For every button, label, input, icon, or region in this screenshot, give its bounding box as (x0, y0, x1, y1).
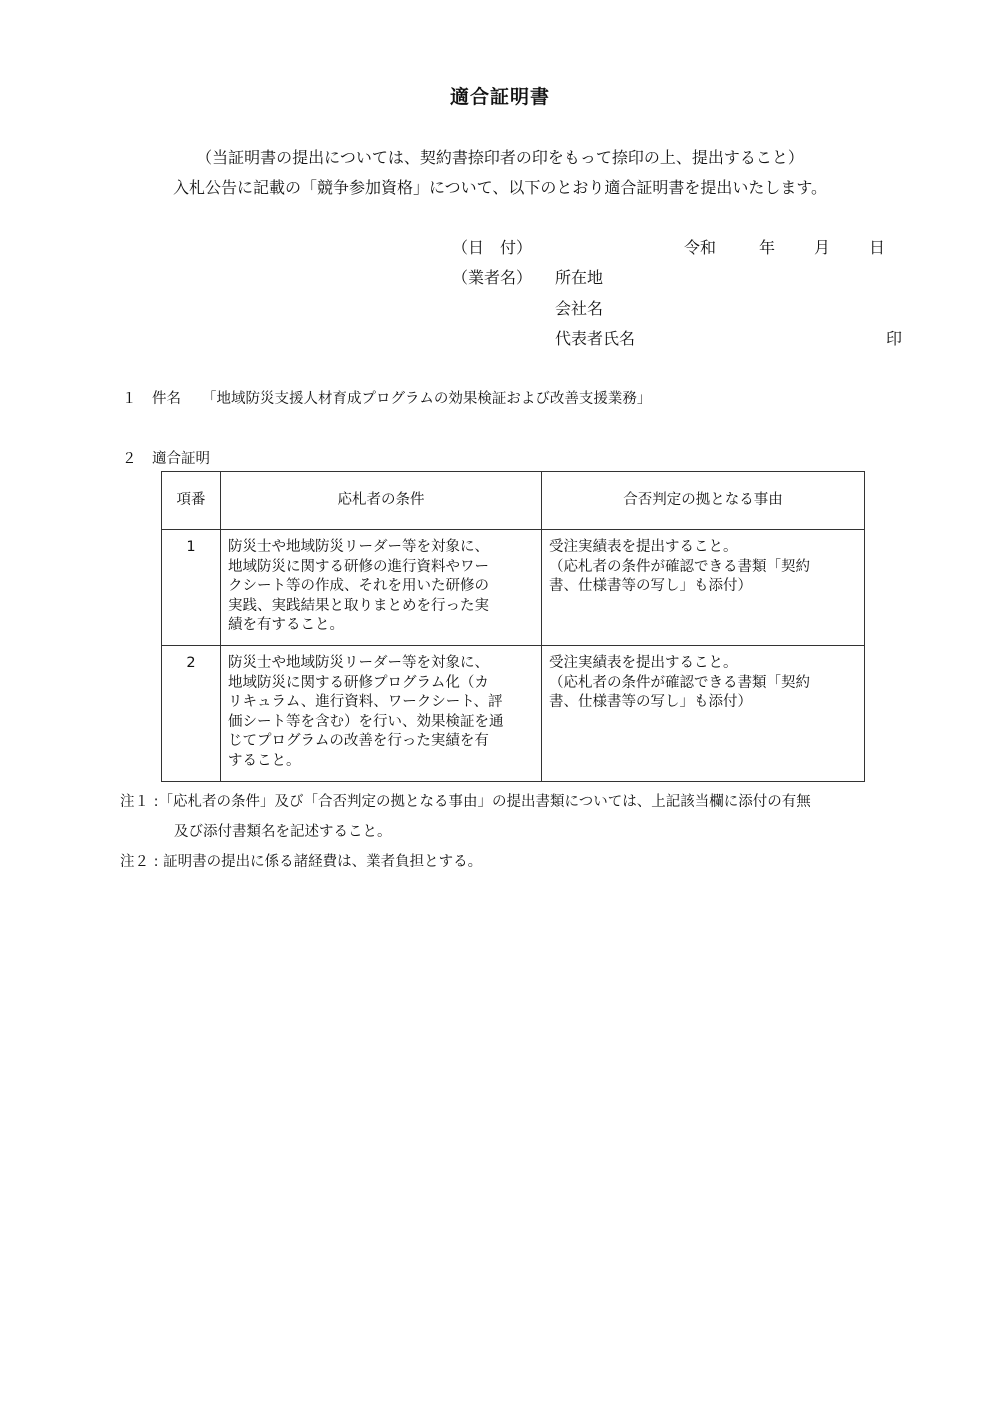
row-condition (221, 646, 542, 782)
condition-line: リキュラム、進行資料、ワークシート、評 (228, 694, 503, 710)
table-header-row (162, 472, 865, 530)
vendor-label: （業者名） (452, 268, 533, 287)
row-condition (221, 530, 542, 646)
condition-line: クシート等の作成、それを用いた研修の (228, 578, 489, 594)
date-era: 令和 (684, 238, 717, 257)
date-day-label: 日 (869, 238, 886, 257)
section2-number: ２ (122, 451, 137, 467)
condition-line: 績を有すること。 (228, 617, 344, 633)
conformity-table (161, 471, 865, 782)
evidence-line: （応札者の条件が確認できる書類「契約 (549, 558, 810, 575)
section2-label: 適合証明 (152, 451, 210, 467)
intro-statement: 入札公告に記載の「競争参加資格」について、以下のとおり適合証明書を提出いたします。 (172, 178, 828, 197)
project-name: 「地域防災支援人材育成プログラムの効果検証および改善支援業務」 (202, 391, 652, 407)
date-year-label: 年 (759, 238, 776, 257)
condition-line: 防災士や地域防災リーダー等を対象に、 (228, 539, 489, 555)
evidence-line: 受注実績表を提出すること。 (549, 655, 738, 671)
address-label: 所在地 (555, 268, 604, 287)
date-label: （日 付） (452, 238, 533, 257)
condition-line: 地域防災に関する研修プログラム化（カ (228, 674, 489, 691)
note2: 注２ : 証明書の提出に係る諸経費は、業者負担とする。 (120, 854, 483, 870)
row-evidence (542, 646, 865, 782)
condition-line: じてプログラムの改善を行った実績を有 (228, 733, 489, 749)
date-month-label: 月 (814, 238, 831, 257)
evidence-line: 受注実績表を提出すること。 (549, 539, 738, 555)
condition-line: 地域防災に関する研修の進行資料やワー (228, 558, 489, 575)
evidence-line: （応札者の条件が確認できる書類「契約 (549, 674, 810, 691)
header-item-number: 項番 (162, 472, 221, 530)
evidence-line: 書、仕様書等の写し」も添付） (549, 578, 752, 594)
row-number: 2 (162, 646, 221, 782)
header-evidence: 合否判定の拠となる事由 (542, 472, 865, 530)
note1-line2: 及び添付書類名を記述すること。 (174, 824, 392, 840)
section1-number: １ (122, 391, 137, 407)
section1-label: 件名 (152, 391, 181, 407)
evidence-line: 書、仕様書等の写し」も添付） (549, 694, 752, 710)
row-number: 1 (162, 530, 221, 646)
seal-mark: 印 (886, 329, 903, 348)
representative-label: 代表者氏名 (555, 329, 636, 348)
table-row (162, 646, 865, 782)
note1-line1: 注１ :「応札者の条件」及び「合否判定の拠となる事由」の提出書類については、上記該当欄に添付の有無 (120, 794, 811, 810)
condition-line: すること。 (228, 752, 301, 769)
condition-line: 実践、実践結果と取りまとめを行った実 (228, 597, 489, 614)
header-conditions: 応札者の条件 (221, 472, 542, 530)
row-evidence (542, 530, 865, 646)
company-label: 会社名 (555, 299, 604, 318)
table-row (162, 530, 865, 646)
condition-line: 防災士や地域防災リーダー等を対象に、 (228, 655, 489, 671)
submission-instruction: （当証明書の提出については、契約書捺印者の印をもって捺印の上、提出すること） (196, 148, 804, 167)
document-title: 適合証明書 (449, 86, 550, 108)
condition-line: 価シート等を含む）を行い、効果検証を通 (228, 713, 504, 730)
